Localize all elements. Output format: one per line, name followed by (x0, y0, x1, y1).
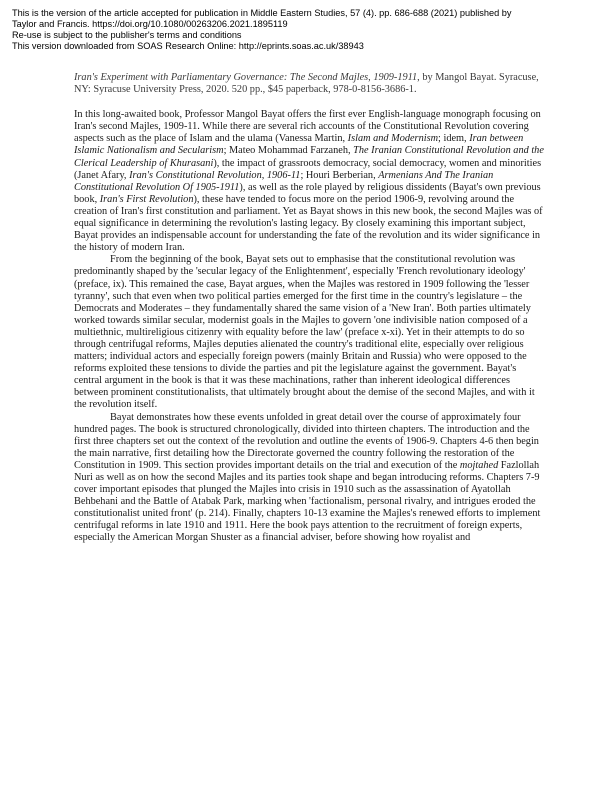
p1-text-6: ), as well as the role played by religious dissidents (Bayat's own previous book, (74, 181, 541, 205)
p1-text-4: ), the impact of grassroots democracy, social democracy, women and minorities (Janet Afary, (74, 157, 542, 181)
book-citation (74, 72, 544, 96)
notice-line-3: Re-use is subject to the publisher's terms and conditions (12, 30, 242, 40)
p1-italic-6: Iran's First Revolution (99, 193, 194, 205)
book-details: , by Mangol Bayat. Syracuse, NY: Syracuse University Press, 2020. 520 pp., $45 paperback, 978-0-8156-3686-1. (74, 72, 539, 96)
p3-text-2: Fazlollah Nuri as well as on how the second Majles and its parties took shape and began introducing reforms. Chapters 7-9 cover important episodes that plunged the Majles into crisis in 1910 such as the assassination of Ayatollah Behbehani and the Battle of Atabak Park, marking when 'factionalism, personal rivalry, and intrigues eroded the constitutionalist united front' (p. 214). Finally, chapters 10-13 examine the Majles's renewed efforts to implement centrifugal reforms in late 1910 and 1911. Here the book pays attention to the recruitment of foreign experts, especially the American Morgan Shuster as a financial adviser, before showing how royalist and (74, 459, 541, 544)
p1-text-3: ; Mateo Mohammad Farzaneh, (223, 145, 354, 157)
p1-italic-4: Iran's Constitutional Revolution, 1906-11 (129, 169, 301, 181)
paragraph-2: From the beginning of the book, Bayat sets out to emphasise that the constitutional revolution was predominantly shaped by the 'secular legacy of the Enlightenment', especially 'French revolutionary ideology' (preface, ix). This remained the case, Bayat argues, when the Majles was restored in 1909 following the 'lesser tyranny', such that even when two political parties emerged for the first time in the country's legislature – the Democrats and Moderates – they fundamentally shared the same vision of a 'New Iran'. Both parties ultimately worked towards similar secular, modernist goals in the Majles to govern 'one indivisible nation composed of a multiethnic, multireligious citizenry with equality before the law' (preface x-xi). Yet in their attempts to do so through centrifugal reforms, Majles deputies alienated the country's traditional elite, especially over religious matters; individual actors and especially foreign powers (mainly Britain and Russia) who were opposed to the reforms exploited these tensions to divide the parties and pit the legislature against the government. Bayat's central argument in the book is that it was these machinations, rather than inherent ideological differences between prominent constitutionalists, that ultimately brought about the demise of the second Majles, and with it the revolution itself. (74, 254, 535, 411)
paragraph-1 (74, 109, 544, 254)
book-title: Iran's Experiment with Parliamentary Governance: The Second Majles, 1909-1911 (74, 72, 418, 83)
p1-text-7: ), these have tended to focus more on the period 1906-9, revolving around the creation of Iran's first constitution and parliament. Yet as Bayat shows in this new book, the second Majles was of equal significance in determining the revolution's lasting legacy. By closely examining this important subject, Bayat provides an indispensable account for understanding the fate of the revolution and its wider significance in the history of modern Iran. (74, 193, 543, 254)
p1-italic-5: Armenians And The Iranian Constitutional Revolution Of 1905-1911 (74, 169, 494, 193)
review-body (74, 72, 544, 545)
p1-text-2: ; idem, (438, 133, 470, 145)
p1-italic-2: Iran between Islamic Nationalism and Secularism (74, 133, 524, 157)
p1-text-5: ; Houri Berberian, (300, 169, 379, 181)
notice-line-1: This is the version of the article accepted for publication in Middle Eastern Studies, 57 (4). pp. 686-688 (2021) published by (12, 8, 512, 18)
p1-italic-3: The Iranian Constitutional Revolution and the Clerical Leadership of Khurasani (74, 145, 544, 169)
paragraph-3 (74, 412, 544, 545)
p1-text-1: In this long-awaited book, Professor Mangol Bayat offers the first ever English-language monograph focusing on Iran's second Majles, 1909-11. While there are several rich accounts of the Constitutional Revolution covering aspects such as the place of Islam and the ulama (Vanessa Martin, (74, 109, 541, 145)
p3-italic-1: mojtahed (459, 459, 499, 471)
p3-text-1: Bayat demonstrates how these events unfolded in great detail over the course of approximately four hundred pages. The book is structured chronologically, divided into thirteen chapters. The introduction and the first three chapters set out the context of the revolution and outline the events of 1906-9. Chapters 4-6 then begin the main narrative, first detailing how the Directorate governed the country following the restoration of the Constitution in 1909. This section provides important details on the trial and execution of the (74, 411, 539, 471)
notice-line-2: Taylor and Francis. https://doi.org/10.1080/00263206.2021.1895119 (12, 19, 288, 29)
p1-italic-1: Islam and Modernism (347, 133, 439, 145)
notice-line-4: This version downloaded from SOAS Research Online: http://eprints.soas.ac.uk/38943 (12, 41, 364, 51)
publication-notice (12, 8, 602, 52)
